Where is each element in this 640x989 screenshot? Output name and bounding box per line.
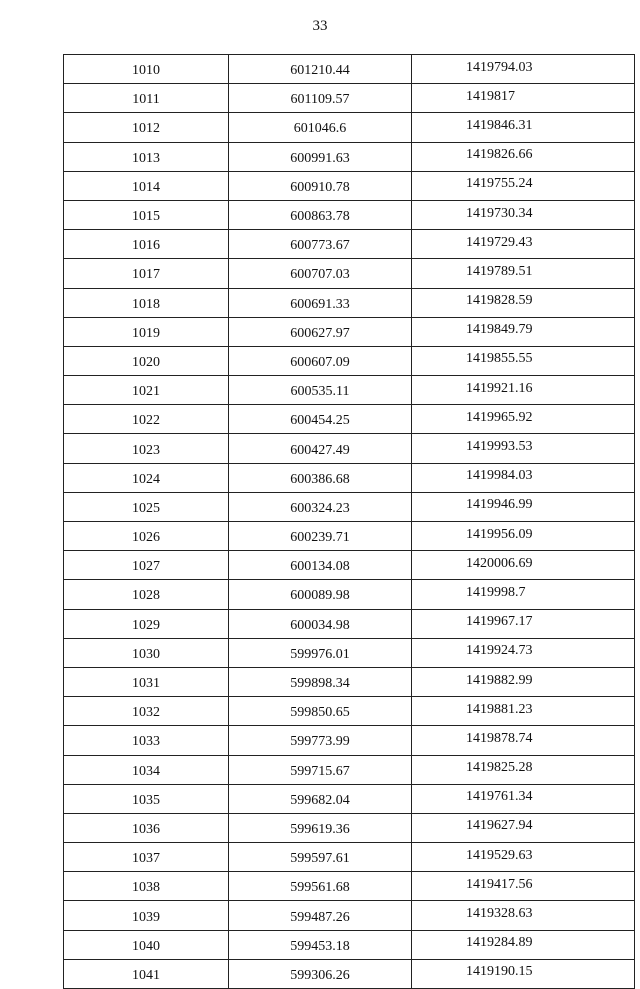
table-row bbox=[64, 142, 635, 171]
x-coordinate-cell: 600454.25 bbox=[229, 405, 412, 434]
table-row bbox=[64, 171, 635, 200]
y-coordinate-cell: 1419921.16 bbox=[412, 376, 635, 405]
coordinates-table bbox=[63, 54, 635, 989]
y-coordinate-cell: 1419882.99 bbox=[412, 667, 635, 696]
table-row bbox=[64, 784, 635, 813]
y-coordinate-cell: 1419794.03 bbox=[412, 55, 635, 84]
y-coordinate-cell: 1419965.92 bbox=[412, 405, 635, 434]
x-coordinate-cell: 599773.99 bbox=[229, 726, 412, 755]
point-number-cell: 1034 bbox=[64, 755, 229, 784]
x-coordinate-cell: 601109.57 bbox=[229, 84, 412, 113]
point-number-cell: 1040 bbox=[64, 930, 229, 959]
table-row bbox=[64, 872, 635, 901]
x-coordinate-cell: 599715.67 bbox=[229, 755, 412, 784]
table-row bbox=[64, 434, 635, 463]
y-coordinate-cell: 1419627.94 bbox=[412, 813, 635, 842]
y-coordinate-cell: 1419826.66 bbox=[412, 142, 635, 171]
table-row bbox=[64, 463, 635, 492]
table-row bbox=[64, 113, 635, 142]
page-number: 33 bbox=[312, 18, 328, 34]
point-number-cell: 1029 bbox=[64, 609, 229, 638]
y-coordinate-cell: 1419828.59 bbox=[412, 288, 635, 317]
table-row bbox=[64, 200, 635, 229]
x-coordinate-cell: 600386.68 bbox=[229, 463, 412, 492]
x-coordinate-cell: 599682.04 bbox=[229, 784, 412, 813]
table-row bbox=[64, 492, 635, 521]
x-coordinate-cell: 600707.03 bbox=[229, 259, 412, 288]
y-coordinate-cell: 1419855.55 bbox=[412, 346, 635, 375]
table-row bbox=[64, 55, 635, 84]
x-coordinate-cell: 600427.49 bbox=[229, 434, 412, 463]
y-coordinate-cell: 1419924.73 bbox=[412, 638, 635, 667]
point-number-cell: 1038 bbox=[64, 872, 229, 901]
x-coordinate-cell: 600863.78 bbox=[229, 200, 412, 229]
x-coordinate-cell: 600239.71 bbox=[229, 522, 412, 551]
x-coordinate-cell: 600607.09 bbox=[229, 346, 412, 375]
y-coordinate-cell: 1419817 bbox=[412, 84, 635, 113]
table-row bbox=[64, 317, 635, 346]
point-number-cell: 1032 bbox=[64, 697, 229, 726]
point-number-cell: 1028 bbox=[64, 580, 229, 609]
y-coordinate-cell: 1419730.34 bbox=[412, 200, 635, 229]
point-number-cell: 1031 bbox=[64, 667, 229, 696]
x-coordinate-cell: 600991.63 bbox=[229, 142, 412, 171]
x-coordinate-cell: 599561.68 bbox=[229, 872, 412, 901]
table-body bbox=[64, 55, 635, 989]
y-coordinate-cell: 1419984.03 bbox=[412, 463, 635, 492]
y-coordinate-cell: 1419417.56 bbox=[412, 872, 635, 901]
y-coordinate-cell: 1419825.28 bbox=[412, 755, 635, 784]
x-coordinate-cell: 600324.23 bbox=[229, 492, 412, 521]
table-row bbox=[64, 609, 635, 638]
y-coordinate-cell: 1419190.15 bbox=[412, 959, 635, 988]
y-coordinate-cell: 1419878.74 bbox=[412, 726, 635, 755]
y-coordinate-cell: 1419284.89 bbox=[412, 930, 635, 959]
table-row bbox=[64, 84, 635, 113]
y-coordinate-cell: 1419993.53 bbox=[412, 434, 635, 463]
table-row bbox=[64, 843, 635, 872]
y-coordinate-cell: 1419846.31 bbox=[412, 113, 635, 142]
table-row bbox=[64, 667, 635, 696]
x-coordinate-cell: 599850.65 bbox=[229, 697, 412, 726]
point-number-cell: 1023 bbox=[64, 434, 229, 463]
x-coordinate-cell: 601046.6 bbox=[229, 113, 412, 142]
table-row bbox=[64, 959, 635, 988]
y-coordinate-cell: 1419755.24 bbox=[412, 171, 635, 200]
y-coordinate-cell: 1419328.63 bbox=[412, 901, 635, 930]
point-number-cell: 1035 bbox=[64, 784, 229, 813]
point-number-cell: 1016 bbox=[64, 230, 229, 259]
table-row bbox=[64, 930, 635, 959]
x-coordinate-cell: 599597.61 bbox=[229, 843, 412, 872]
table-row bbox=[64, 697, 635, 726]
point-number-cell: 1021 bbox=[64, 376, 229, 405]
x-coordinate-cell: 599898.34 bbox=[229, 667, 412, 696]
x-coordinate-cell: 599487.26 bbox=[229, 901, 412, 930]
y-coordinate-cell: 1419849.79 bbox=[412, 317, 635, 346]
point-number-cell: 1033 bbox=[64, 726, 229, 755]
y-coordinate-cell: 1419761.34 bbox=[412, 784, 635, 813]
point-number-cell: 1012 bbox=[64, 113, 229, 142]
point-number-cell: 1015 bbox=[64, 200, 229, 229]
table-row bbox=[64, 551, 635, 580]
y-coordinate-cell: 1419967.17 bbox=[412, 609, 635, 638]
x-coordinate-cell: 599453.18 bbox=[229, 930, 412, 959]
x-coordinate-cell: 600134.08 bbox=[229, 551, 412, 580]
table-row bbox=[64, 230, 635, 259]
x-coordinate-cell: 600627.97 bbox=[229, 317, 412, 346]
point-number-cell: 1036 bbox=[64, 813, 229, 842]
x-coordinate-cell: 600034.98 bbox=[229, 609, 412, 638]
point-number-cell: 1013 bbox=[64, 142, 229, 171]
x-coordinate-cell: 600910.78 bbox=[229, 171, 412, 200]
x-coordinate-cell: 599976.01 bbox=[229, 638, 412, 667]
y-coordinate-cell: 1419998.7 bbox=[412, 580, 635, 609]
point-number-cell: 1025 bbox=[64, 492, 229, 521]
x-coordinate-cell: 600773.67 bbox=[229, 230, 412, 259]
table-row bbox=[64, 901, 635, 930]
y-coordinate-cell: 1419789.51 bbox=[412, 259, 635, 288]
point-number-cell: 1026 bbox=[64, 522, 229, 551]
y-coordinate-cell: 1419956.09 bbox=[412, 522, 635, 551]
point-number-cell: 1037 bbox=[64, 843, 229, 872]
y-coordinate-cell: 1419946.99 bbox=[412, 492, 635, 521]
point-number-cell: 1010 bbox=[64, 55, 229, 84]
point-number-cell: 1030 bbox=[64, 638, 229, 667]
table-row bbox=[64, 522, 635, 551]
table-row bbox=[64, 288, 635, 317]
y-coordinate-cell: 1419729.43 bbox=[412, 230, 635, 259]
y-coordinate-cell: 1419529.63 bbox=[412, 843, 635, 872]
table-row bbox=[64, 726, 635, 755]
point-number-cell: 1020 bbox=[64, 346, 229, 375]
table-row bbox=[64, 813, 635, 842]
point-number-cell: 1014 bbox=[64, 171, 229, 200]
y-coordinate-cell: 1419881.23 bbox=[412, 697, 635, 726]
point-number-cell: 1022 bbox=[64, 405, 229, 434]
table-row bbox=[64, 346, 635, 375]
x-coordinate-cell: 600089.98 bbox=[229, 580, 412, 609]
table-row bbox=[64, 638, 635, 667]
point-number-cell: 1039 bbox=[64, 901, 229, 930]
table-row bbox=[64, 259, 635, 288]
point-number-cell: 1018 bbox=[64, 288, 229, 317]
x-coordinate-cell: 600691.33 bbox=[229, 288, 412, 317]
table-row bbox=[64, 405, 635, 434]
x-coordinate-cell: 601210.44 bbox=[229, 55, 412, 84]
point-number-cell: 1041 bbox=[64, 959, 229, 988]
point-number-cell: 1019 bbox=[64, 317, 229, 346]
point-number-cell: 1011 bbox=[64, 84, 229, 113]
x-coordinate-cell: 599619.36 bbox=[229, 813, 412, 842]
y-coordinate-cell: 1420006.69 bbox=[412, 551, 635, 580]
x-coordinate-cell: 600535.11 bbox=[229, 376, 412, 405]
point-number-cell: 1017 bbox=[64, 259, 229, 288]
point-number-cell: 1027 bbox=[64, 551, 229, 580]
point-number-cell: 1024 bbox=[64, 463, 229, 492]
table-row bbox=[64, 580, 635, 609]
x-coordinate-cell: 599306.26 bbox=[229, 959, 412, 988]
table-row bbox=[64, 376, 635, 405]
table-row bbox=[64, 755, 635, 784]
